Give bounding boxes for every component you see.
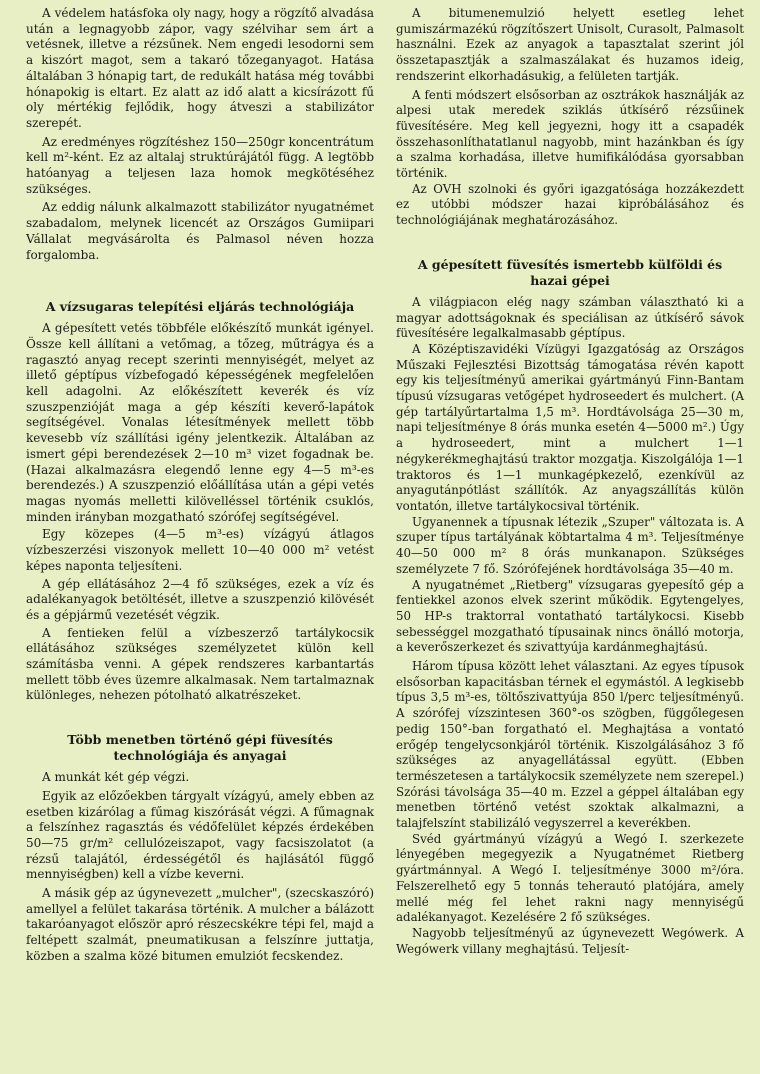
paragraph: A munkát két gép végzi. xyxy=(42,770,190,785)
paragraph: A fentieken felül a vízbeszerző tartálykocsik ellátásához szükséges személyzetet külön kell számításba venni. A gépek rendszeres karbantartás mellett több éves üzemre alkalmasak. Nem tartalmaznak különleges, nehezen pótolható alkatrészeket. xyxy=(26,625,374,703)
paragraph: A védelem hatásfoka oly nagy, hogy a rögzítő alvadása után a legnagyobb zápor, vagy szélvihar sem árt a vetésnek, illetve a rézsűnek. Nem engedi lesodorni sem a kiszórt magot, sem a takaró tőzeganyagot. Hatása általában 3 hónapig tart, de redukált hatása még további hónapokig is eltart. Ez alatt az idő alatt a kicsírázott fű oly mértékig fejlődik, hogy átveszi a stabilizátor szerepét. xyxy=(26,6,374,130)
paragraph: A nyugatnémet „Rietberg" vízsugaras gyepesítő gép a fentiekkel azonos elvek szerint működik. Egytengelyes, 50 HP-s traktorral vontatható tartálykocsi. Kisebb sebességgel mozgatható típusainak nincs önálló motorja, a keverőszerkezet és szivattyúja kardánmeghajtású. xyxy=(396,577,744,655)
paragraph: A gép ellátásához 2—4 fő szükséges, ezek a víz és adalékanyagok betöltését, illetve a szuszpenzió kilövését és a gépjármű vezetését végzik. xyxy=(26,576,374,622)
section-heading: Több menetben történő gépi füvesítés technológiája és anyagai xyxy=(67,732,333,764)
paragraph: A gépesített vetés többféle előkészítő munkát igényel. Össze kell állítani a vetőmag, a tőzeg, műtrágya és a ragasztó anyag recept szerinti mennyiségét, melyet az illető géptípus vízbefogadó képességének megfelelően kell adagolni. Az előkészített keverék és víz szuszpenzióját maga a gép készíti keverő-lapátok segítségével. Vonalas létesítmények mellett több kevesebb víz szállítási igény jelentkezik. Általában az ismert gépi berendezések 2—10 m³ vizet fogadnak be. (Hazai alkalmazásra elegendő lenne egy 4—5 m³-es berendezés.) A szuszpenzió előállítása után a gépi vetés magas nyomás melletti kilövelléssel történik csuklós, minden irányban mozgatható szórófej segítségével. xyxy=(26,321,374,524)
paragraph: Svéd gyártmányú vízágyú a Wegó I. szerkezete lényegében megegyezik a Nyugatnémet Rietberg gyártmánnyal. A Wegó I. teljesítménye 3000 m²/óra. Felszerelhető egy 5 tonnás teherautó platójára, amely mellé még fel lehet rakni nagy mennyiségű adalékanyagot. Kezelésére 2 fő szükséges. xyxy=(396,831,744,925)
paragraph: A fenti módszert elsősorban az osztrákok használják az alpesi utak meredek sziklás útkísérő rézsűinek füvesítésére. Meg kell jegyezni, hogy itt a csapadék összehasonlíthatatlanul nagyobb, mint hazánkban és így a szalma korhadása, illetve humifikálódása gyorsabban történik. xyxy=(396,87,744,181)
paragraph: Az eddig nálunk alkalmazott stabilizátor nyugatnémet szabadalom, melynek licencét az Országos Gumiipari Vállalat megvásárolta és Palmasol néven hozza forgalomba. xyxy=(26,200,374,262)
section-heading: A gépesített füvesítés ismertebb külföldi és hazai gépei xyxy=(417,256,723,288)
paragraph: Három típusa között lehet választani. Az egyes típusok elsősorban kapacitásban térnek el egymástól. A legkisebb típus 3,5 m³-es, töltőszivattyúja 850 l/perc teljesítményű. A szórófej vízszintesen 360°-os szögben, függőlegesen pedig 150°-ban forgatható el. Meghajtása a vontató erőgép tengelycsonkjáról történik. Kiszolgálásához 3 fő szükséges az anyagellátással együtt. (Ebben természetesen a tartálykocsik személyzete nem szerepel.) Szórási távolsága 35—40 m. Ezzel a géppel általában egy menetben történő vetést szoktak alkalmazni, a talajfelszínt stabilizáló vegyszerrel a keverékben. xyxy=(396,659,744,831)
right-column xyxy=(396,6,744,1074)
paragraph: Ugyanennek a típusnak létezik „Szuper" változata is. A szuper típus tartályának köbtartalma 4 m³. Teljesítménye 40—50 000 m² 8 órás munkanapon. Szükséges személyzete 7 fő. Szórófejének hordtávolsága 35—40 m. xyxy=(396,514,744,576)
paragraph: A világpiacon elég nagy számban választható ki a magyar adottságoknak és speciálisan az útkísérő sávok füvesítésére legalkalmasabb géptípus. xyxy=(396,294,744,341)
paragraph: Az eredményes rögzítéshez 150—250gr koncentrátum kell m²-ként. Ez az altalaj struktúrájától függ. A legtöbb hatóanyag a teljesen laza homok megkötéséhez szükséges. xyxy=(26,134,374,196)
left-column xyxy=(26,6,374,1074)
paragraph: Egy közepes (4—5 m³-es) vízágyú átlagos vízbeszerzési viszonyok mellett 10—40 000 m² vetést képes naponta teljesíteni. xyxy=(26,527,374,573)
paragraph: Egyik az előzőekben tárgyalt vízágyú, amely ebben az esetben kizárólag a fűmag kiszórását végzi. A fűmagnak a felszínhez ragasztás és védőfelület képzés érdekében 50—75 gr/m² cellulózeiszapot, vagy facsiszolatot (a rézsű talajától, érdességétől és hajlásától függő mennyiségben) kell a vízbe keverni. xyxy=(26,788,374,882)
section-heading: A vízsugaras telepítési eljárás technológiája xyxy=(45,299,355,315)
paragraph: A bitumenemulzió helyett esetleg lehet gumiszármazékú rögzítőszert Unisolt, Curasolt, Palmasolt használni. Ezek az anyagok a tapasztalat szerint jól összetapasztják a szalmaszálakat és huzamos ideig, rendszerint elkorhadásukig, a felületen tartják. xyxy=(396,6,744,83)
paragraph: Az OVH szolnoki és győri igazgatósága hozzákezdett ez utóbbi módszer hazai kipróbálásához és technológiájának meghatározásához. xyxy=(396,181,744,228)
paragraph: Nagyobb teljesítményű az úgynevezett Wegówerk. A Wegówerk villany meghajtású. Teljesít- xyxy=(396,925,744,956)
paragraph: A Középtiszavidéki Vízügyi Igazgatóság az Országos Műszaki Fejlesztési Bizottság támogatása révén kapott egy kis teljesítményű amerikai gyártmányú Finn-Bantam típusú vízsugaras vetőgépet hydroseedert és mulchert. (A gép tartályűrtartalma 1,5 m³. Hordtávolsága 25—30 m, napi teljesítménye 8 órás munka esetén 4—5000 m².) Úgy a hydroseedert, mint a mulchert 1—1 négykerékmeghajtású traktor mozgatja. Kiszolgálója 1—1 traktoros és 1—1 munkagépkezelő, ezenkívül az anyagutánpótlást szállítók. Az anyagszállítás külön vontatón, illetve tartálykocsival történik. xyxy=(396,341,744,513)
paragraph: A másik gép az úgynevezett „mulcher", (szecskaszóró) amellyel a felület takarása történik. A mulcher a bálázott takaróanyagot először apró részecskékre tépi fel, majd a feltépett szalmát, pneumatikusan a felszínre juttatja, közben a szalma közé bitumen emulziót fecskendez. xyxy=(26,886,374,963)
